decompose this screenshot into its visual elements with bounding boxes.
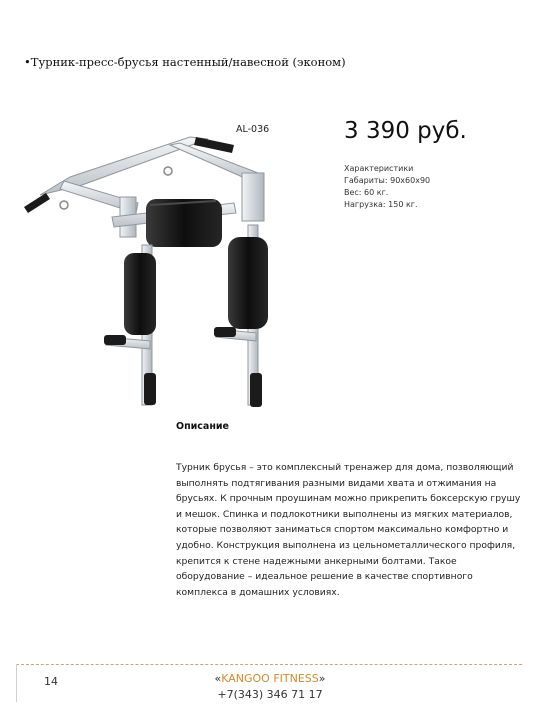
page-number: 14: [44, 675, 58, 688]
brand-name: KANGOO FITNESS: [221, 672, 319, 685]
brand-close-quote: »: [318, 672, 326, 685]
price: 3 390 руб.: [344, 118, 467, 144]
brand-open-quote: «: [214, 672, 222, 685]
specs-heading: Характеристики: [344, 164, 414, 173]
footer-divider: [16, 664, 522, 665]
spec-dimensions: Габариты: 90x60x90: [344, 176, 431, 185]
description-text: Турник брусья – это комплексный тренажер для дома, позволяющий выполнять подтягивания разными видами хвата и отжимания на брусьях. К прочным проушинам можно прикрепить боксерскую грушу и мешок. Спинка и подлокотники выполнены из мягких материалов, которые позволяют заниматься спортом максимально комфортно и удобно. Конструкция выполнена из цельнометаллического профиля, крепится к стене надежными анкерными болтами. Такое оборудование – идеальное решение в качестве спортивного комплекса в домашних условиях.: [176, 462, 521, 598]
footer-brand: [200, 672, 340, 685]
specs-block: [344, 163, 430, 211]
pull-up-bar-dip-station-icon: [20, 125, 320, 415]
footer-page-tab: [16, 664, 17, 702]
spec-load: Нагрузка: 150 кг.: [344, 200, 418, 209]
page-title: •Турник-пресс-брусья настенный/навесной (эконом): [24, 55, 346, 69]
description-heading: Описание: [176, 421, 230, 432]
footer-phone: +7(343) 346 71 17: [217, 688, 323, 701]
model-code: AL-036: [236, 124, 270, 135]
spec-weight: Вес: 60 кг.: [344, 188, 389, 197]
